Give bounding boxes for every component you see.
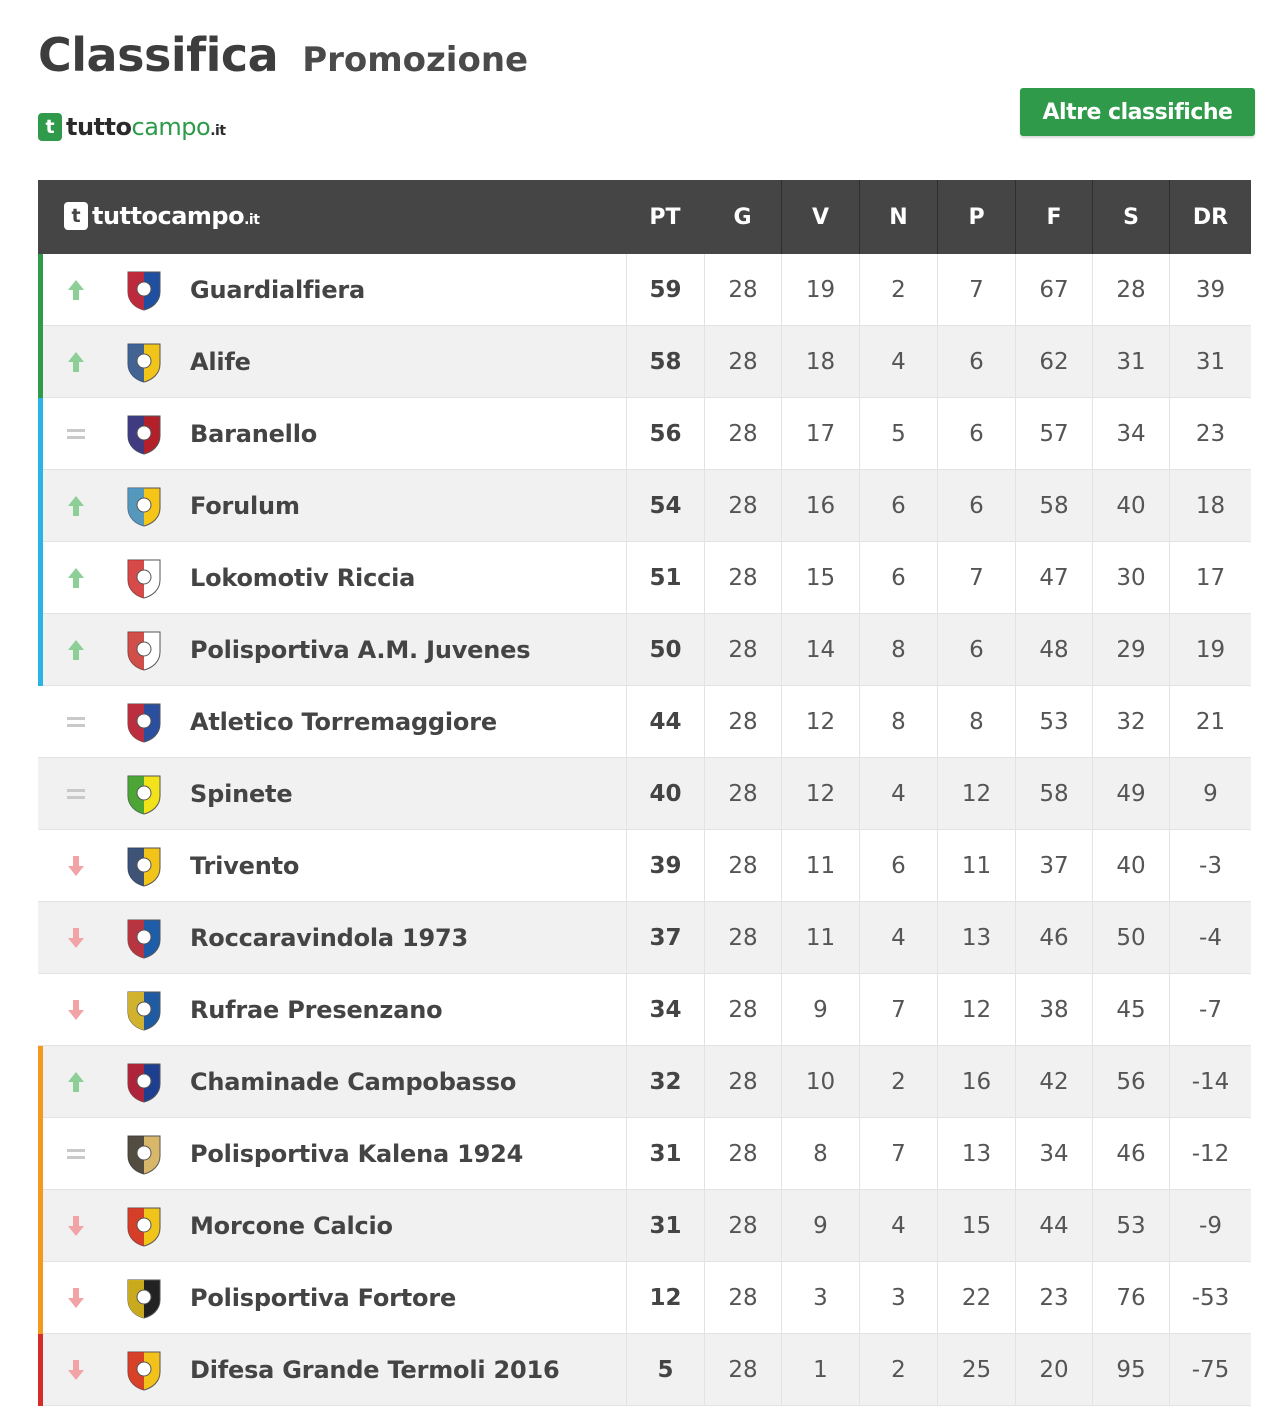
team-name[interactable]: Polisportiva A.M. Juvenes	[190, 636, 531, 664]
stat-pt: 31	[626, 1190, 704, 1262]
trend-down-icon	[64, 926, 88, 950]
stat-g: 28	[704, 614, 781, 686]
column-header[interactable]: F	[1015, 180, 1092, 254]
stat-v: 12	[781, 758, 859, 830]
stat-g: 28	[704, 542, 781, 614]
team-name[interactable]: Polisportiva Kalena 1924	[190, 1140, 524, 1168]
team-name[interactable]: Chaminade Campobasso	[190, 1068, 517, 1096]
stat-pt: 51	[626, 542, 704, 614]
team-crest-icon[interactable]	[124, 988, 164, 1032]
stat-s: 29	[1092, 614, 1169, 686]
stat-s: 46	[1092, 1118, 1169, 1190]
team-name[interactable]: Difesa Grande Termoli 2016	[190, 1356, 560, 1384]
stat-pt: 5	[626, 1334, 704, 1406]
stat-pt: 39	[626, 830, 704, 902]
stat-dr: -4	[1169, 902, 1251, 974]
team-crest-icon[interactable]	[124, 1276, 164, 1320]
stat-pt: 34	[626, 974, 704, 1046]
stat-f: 46	[1015, 902, 1092, 974]
zone-indicator	[38, 1118, 43, 1190]
team-name[interactable]: Forulum	[190, 492, 300, 520]
stat-dr: -9	[1169, 1190, 1251, 1262]
stat-pt: 32	[626, 1046, 704, 1118]
stat-n: 5	[859, 398, 937, 470]
stat-n: 2	[859, 1046, 937, 1118]
trend-equal-icon	[64, 1142, 88, 1166]
page-title	[38, 28, 528, 82]
team-name[interactable]: Roccaravindola 1973	[190, 924, 469, 952]
stat-pt: 50	[626, 614, 704, 686]
team-name[interactable]: Atletico Torremaggiore	[190, 708, 497, 736]
stat-s: 56	[1092, 1046, 1169, 1118]
zone-indicator	[38, 398, 43, 470]
zone-indicator	[38, 1262, 43, 1334]
stat-pt: 12	[626, 1262, 704, 1334]
table-row[interactable]	[38, 1334, 1251, 1406]
zone-indicator	[38, 326, 43, 398]
stat-f: 62	[1015, 326, 1092, 398]
table-row[interactable]	[38, 830, 1251, 902]
stat-p: 12	[937, 974, 1015, 1046]
stat-pt: 59	[626, 254, 704, 326]
team-name[interactable]: Lokomotiv Riccia	[190, 564, 416, 592]
stat-dr: 9	[1169, 758, 1251, 830]
stat-dr: 23	[1169, 398, 1251, 470]
stat-f: 67	[1015, 254, 1092, 326]
stat-n: 7	[859, 1118, 937, 1190]
stat-n: 4	[859, 758, 937, 830]
trend-down-icon	[64, 1214, 88, 1238]
team-crest-icon[interactable]	[124, 340, 164, 384]
stat-n: 8	[859, 686, 937, 758]
stat-s: 31	[1092, 326, 1169, 398]
stat-v: 9	[781, 1190, 859, 1262]
stat-p: 7	[937, 254, 1015, 326]
stat-p: 6	[937, 470, 1015, 542]
team-crest-icon[interactable]	[124, 1060, 164, 1104]
table-brand-icon: t	[64, 202, 88, 230]
table-row[interactable]	[38, 254, 1251, 326]
stat-s: 34	[1092, 398, 1169, 470]
team-crest-icon[interactable]	[124, 772, 164, 816]
stat-dr: 39	[1169, 254, 1251, 326]
brand-part-1: tutto	[66, 113, 132, 141]
team-crest-icon[interactable]	[124, 916, 164, 960]
stat-v: 19	[781, 254, 859, 326]
stat-dr: 31	[1169, 326, 1251, 398]
stat-p: 15	[937, 1190, 1015, 1262]
stat-s: 45	[1092, 974, 1169, 1046]
tuttocampo-logo[interactable]	[38, 113, 226, 141]
column-header[interactable]: S	[1092, 180, 1169, 254]
column-header[interactable]: P	[937, 180, 1015, 254]
stat-g: 28	[704, 686, 781, 758]
stat-s: 53	[1092, 1190, 1169, 1262]
stat-g: 28	[704, 974, 781, 1046]
table-row[interactable]	[38, 326, 1251, 398]
standings-header	[38, 180, 1251, 254]
stat-f: 38	[1015, 974, 1092, 1046]
team-crest-icon[interactable]	[124, 484, 164, 528]
trend-down-icon	[64, 854, 88, 878]
team-name[interactable]: Polisportiva Fortore	[190, 1284, 457, 1312]
team-crest-icon[interactable]	[124, 844, 164, 888]
stat-v: 8	[781, 1118, 859, 1190]
stat-g: 28	[704, 1262, 781, 1334]
team-crest-icon[interactable]	[124, 1204, 164, 1248]
stat-n: 4	[859, 326, 937, 398]
trend-equal-icon	[64, 782, 88, 806]
stat-p: 13	[937, 1118, 1015, 1190]
stat-s: 40	[1092, 830, 1169, 902]
stat-v: 14	[781, 614, 859, 686]
stat-s: 95	[1092, 1334, 1169, 1406]
team-name[interactable]: Guardialfiera	[190, 276, 366, 304]
stat-g: 28	[704, 1334, 781, 1406]
stat-p: 7	[937, 542, 1015, 614]
table-row[interactable]	[38, 974, 1251, 1046]
stat-dr: -53	[1169, 1262, 1251, 1334]
stat-f: 58	[1015, 758, 1092, 830]
stat-n: 6	[859, 830, 937, 902]
stat-dr: -3	[1169, 830, 1251, 902]
stat-n: 6	[859, 470, 937, 542]
stat-v: 1	[781, 1334, 859, 1406]
zone-indicator	[38, 254, 43, 326]
brand-part-3: .it	[210, 123, 226, 139]
stat-s: 30	[1092, 542, 1169, 614]
stat-g: 28	[704, 902, 781, 974]
stat-p: 12	[937, 758, 1015, 830]
team-name[interactable]: Rufrae Presenzano	[190, 996, 443, 1024]
column-header[interactable]: G	[733, 204, 752, 230]
stat-v: 17	[781, 398, 859, 470]
stat-dr: 18	[1169, 470, 1251, 542]
standings-table	[38, 180, 1251, 1406]
table-row[interactable]	[38, 614, 1251, 686]
page-title-main: Classifica	[38, 28, 279, 82]
stat-v: 16	[781, 470, 859, 542]
stat-v: 15	[781, 542, 859, 614]
team-name[interactable]: Alife	[190, 348, 251, 376]
zone-indicator	[38, 1334, 43, 1406]
stat-s: 32	[1092, 686, 1169, 758]
stat-pt: 58	[626, 326, 704, 398]
stat-p: 13	[937, 902, 1015, 974]
stat-pt: 40	[626, 758, 704, 830]
stat-s: 76	[1092, 1262, 1169, 1334]
table-brand-logo[interactable]	[64, 202, 259, 230]
table-row[interactable]	[38, 1046, 1251, 1118]
stat-v: 9	[781, 974, 859, 1046]
zone-indicator	[38, 614, 43, 686]
stat-p: 6	[937, 614, 1015, 686]
stat-dr: -75	[1169, 1334, 1251, 1406]
stat-v: 11	[781, 902, 859, 974]
stat-g: 28	[704, 1118, 781, 1190]
stat-v: 11	[781, 830, 859, 902]
table-row[interactable]	[38, 1190, 1251, 1262]
team-crest-icon[interactable]	[124, 628, 164, 672]
stat-pt: 31	[626, 1118, 704, 1190]
stat-f: 57	[1015, 398, 1092, 470]
team-crest-icon[interactable]	[124, 1348, 164, 1392]
stat-p: 16	[937, 1046, 1015, 1118]
stat-g: 28	[704, 254, 781, 326]
column-header[interactable]: DR	[1169, 180, 1251, 254]
stat-dr: 21	[1169, 686, 1251, 758]
trend-equal-icon	[64, 422, 88, 446]
table-row[interactable]	[38, 542, 1251, 614]
column-header[interactable]: PT	[649, 204, 681, 230]
team-crest-icon[interactable]	[124, 1132, 164, 1176]
stat-p: 6	[937, 326, 1015, 398]
team-name[interactable]: Baranello	[190, 420, 318, 448]
stat-dr: -7	[1169, 974, 1251, 1046]
trend-down-icon	[64, 1286, 88, 1310]
table-row[interactable]	[38, 1118, 1251, 1190]
zone-indicator	[38, 1046, 43, 1118]
stat-g: 28	[704, 830, 781, 902]
stat-n: 6	[859, 542, 937, 614]
stat-f: 53	[1015, 686, 1092, 758]
stat-n: 7	[859, 974, 937, 1046]
stat-g: 28	[704, 398, 781, 470]
trend-up-icon	[64, 494, 88, 518]
stat-n: 3	[859, 1262, 937, 1334]
trend-down-icon	[64, 1358, 88, 1382]
stat-v: 10	[781, 1046, 859, 1118]
stat-dr: 17	[1169, 542, 1251, 614]
page-title-league: Promozione	[302, 40, 529, 80]
stat-n: 2	[859, 254, 937, 326]
table-row[interactable]	[38, 758, 1251, 830]
team-crest-icon[interactable]	[124, 268, 164, 312]
trend-equal-icon	[64, 710, 88, 734]
stat-g: 28	[704, 1046, 781, 1118]
stat-pt: 56	[626, 398, 704, 470]
zone-indicator	[38, 470, 43, 542]
trend-up-icon	[64, 350, 88, 374]
brand-part-2: campo	[131, 113, 211, 141]
stat-dr: 19	[1169, 614, 1251, 686]
team-crest-icon[interactable]	[124, 556, 164, 600]
team-name[interactable]: Morcone Calcio	[190, 1212, 393, 1240]
trend-up-icon	[64, 566, 88, 590]
stat-pt: 37	[626, 902, 704, 974]
stat-dr: -14	[1169, 1046, 1251, 1118]
column-header[interactable]: N	[859, 180, 937, 254]
table-brand-text	[92, 202, 259, 230]
stat-pt: 54	[626, 470, 704, 542]
stat-dr: -12	[1169, 1118, 1251, 1190]
stat-n: 2	[859, 1334, 937, 1406]
stat-f: 23	[1015, 1262, 1092, 1334]
stat-v: 12	[781, 686, 859, 758]
tuttocampo-logo-icon: t	[38, 113, 62, 141]
table-row[interactable]	[38, 686, 1251, 758]
stat-s: 50	[1092, 902, 1169, 974]
team-name[interactable]: Trivento	[190, 852, 300, 880]
stat-g: 28	[704, 1190, 781, 1262]
stat-p: 25	[937, 1334, 1015, 1406]
altre-classifiche-button[interactable]: Altre classifiche	[1020, 88, 1255, 136]
stat-n: 4	[859, 1190, 937, 1262]
stat-v: 18	[781, 326, 859, 398]
trend-up-icon	[64, 1070, 88, 1094]
table-brand-tld: .it	[244, 212, 260, 228]
team-crest-icon[interactable]	[124, 412, 164, 456]
table-brand-name: tuttocampo	[92, 202, 245, 230]
trend-down-icon	[64, 998, 88, 1022]
column-header[interactable]: V	[781, 180, 859, 254]
stat-n: 4	[859, 902, 937, 974]
team-name[interactable]: Spinete	[190, 780, 293, 808]
table-row[interactable]	[38, 1262, 1251, 1334]
zone-indicator	[38, 1190, 43, 1262]
tuttocampo-logo-text	[66, 113, 226, 141]
stat-s: 28	[1092, 254, 1169, 326]
stat-p: 8	[937, 686, 1015, 758]
team-crest-icon[interactable]	[124, 700, 164, 744]
stat-s: 49	[1092, 758, 1169, 830]
table-row[interactable]	[38, 902, 1251, 974]
stat-f: 42	[1015, 1046, 1092, 1118]
stat-s: 40	[1092, 470, 1169, 542]
stat-p: 6	[937, 398, 1015, 470]
stat-p: 22	[937, 1262, 1015, 1334]
stat-pt: 44	[626, 686, 704, 758]
stat-g: 28	[704, 470, 781, 542]
stat-g: 28	[704, 326, 781, 398]
table-row[interactable]	[38, 470, 1251, 542]
trend-up-icon	[64, 638, 88, 662]
stat-v: 3	[781, 1262, 859, 1334]
stat-g: 28	[704, 758, 781, 830]
stat-f: 34	[1015, 1118, 1092, 1190]
stat-f: 44	[1015, 1190, 1092, 1262]
stat-f: 47	[1015, 542, 1092, 614]
trend-up-icon	[64, 278, 88, 302]
stat-p: 11	[937, 830, 1015, 902]
stat-f: 37	[1015, 830, 1092, 902]
table-row[interactable]	[38, 398, 1251, 470]
stat-f: 48	[1015, 614, 1092, 686]
stat-f: 20	[1015, 1334, 1092, 1406]
zone-indicator	[38, 542, 43, 614]
stat-n: 8	[859, 614, 937, 686]
stat-f: 58	[1015, 470, 1092, 542]
